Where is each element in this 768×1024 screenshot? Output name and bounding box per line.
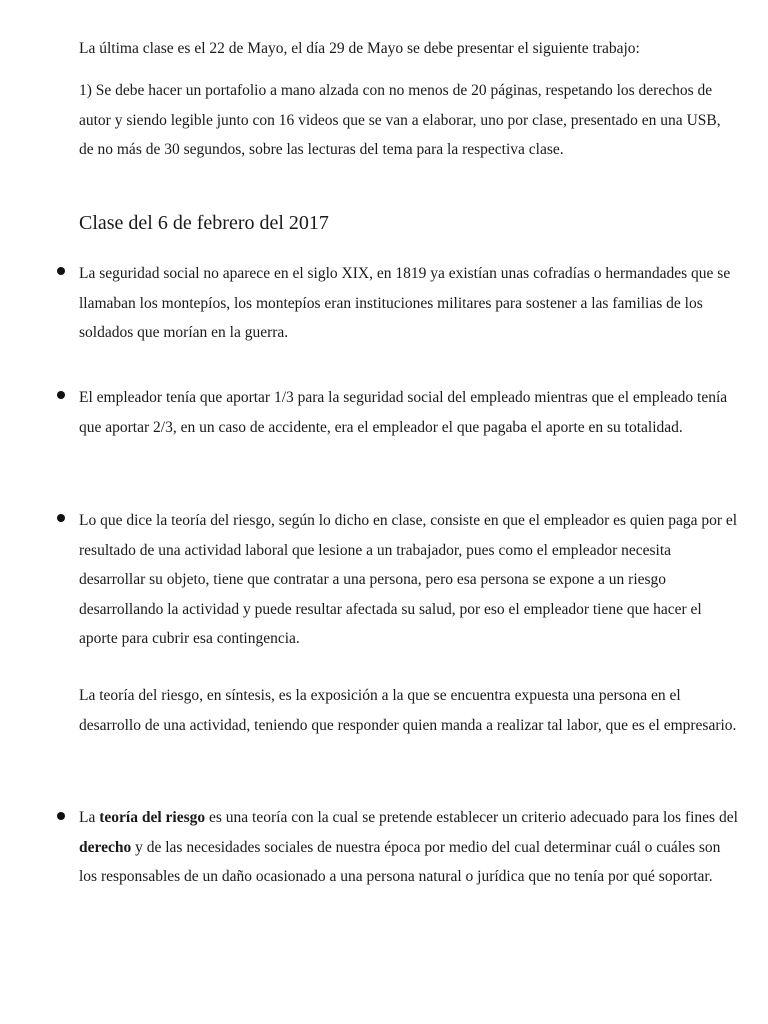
- bullet-icon: [57, 391, 65, 399]
- bullet-icon: [57, 812, 65, 820]
- bold-term-teoria-del-riesgo: teoría del riesgo: [99, 809, 206, 826]
- bullet-paragraph-3: Lo que dice la teoría del riesgo, según lo dicho en clase, consiste en que el empleador es quien paga por el resultado de una actividad laboral que lesione a un trabajador, pues como el empleador necesita desarrollar su objeto, tiene que contratar a una persona, pero esa persona se expone a un riesgo desarrollando la actividad y puede resultar afectada su salud, por eso el empleador tiene que hacer el aporte para cubrir esa contingencia.: [79, 512, 738, 647]
- bullet-4-text-1: La: [79, 809, 100, 826]
- bullet-paragraph-4: [79, 803, 739, 892]
- intro-item-1: 1) Se debe hacer un portafolio a mano alzada con no menos de 20 páginas, respetando los derechos de autor y siendo legible junto con 16 videos que se van a elaborar, uno por clase, presentado en una USB, de no más de 30 segundos, sobre las lecturas del tema para la respectiva clase.: [79, 82, 721, 158]
- bullet-paragraph-2: El empleador tenía que aportar 1/3 para la seguridad social del empleado mientras que el empleado tenía que aportar 2/3, en un caso de accidente, era el empleador el que pagaba el aporte en su totalidad.: [79, 389, 728, 436]
- bullet-4-text-2: es una teoría con la cual se pretende establecer un criterio adecuado para los fines del: [205, 809, 738, 826]
- bullet-paragraph-1: La seguridad social no aparece en el siglo XIX, en 1819 ya existían unas cofradías o hermandades que se llamaban los montepíos, los montepíos eran instituciones militares para sostener a las familias de los soldados que morían en la guerra.: [79, 265, 731, 341]
- bold-term-derecho: derecho: [79, 838, 132, 856]
- section-heading: Clase del 6 de febrero del 2017: [79, 212, 329, 234]
- synthesis-paragraph: La teoría del riesgo, en síntesis, es la exposición a la que se encuentra expuesta una persona en el desarrollo de una actividad, teniendo que responder quien manda a realizar tal labor, que es el empresario.: [79, 687, 737, 734]
- bullet-icon: [57, 514, 65, 522]
- bullet-icon: [57, 267, 65, 275]
- bullet-4-text-3: y de las necesidades sociales de nuestra época por medio del cual determinar cuál o cuáles son los responsables de un daño ocasionado a una persona natural o jurídica que no tenía por qué soportar.: [79, 838, 721, 885]
- intro-line: La última clase es el 22 de Mayo, el día 29 de Mayo se debe presentar el siguiente trabajo:: [79, 40, 640, 57]
